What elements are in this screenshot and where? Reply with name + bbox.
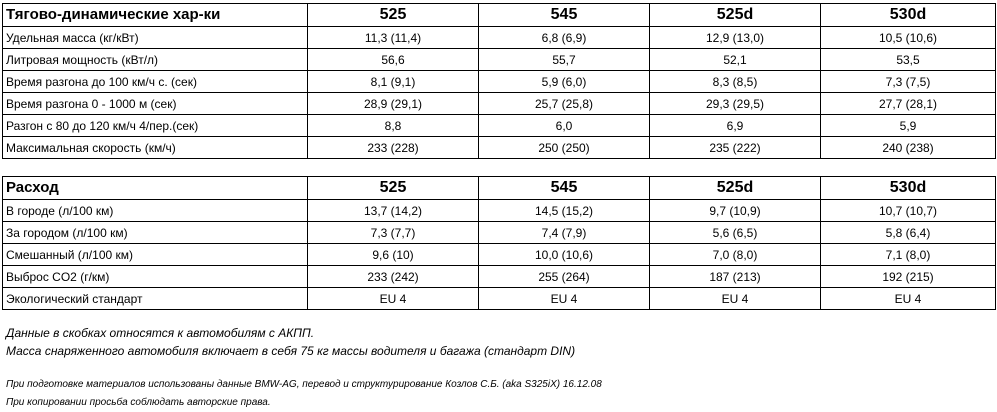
row-label: Разгон с 80 до 120 км/ч 4/пер.(сек) xyxy=(3,115,308,137)
cell-value: 8,3 (8,5) xyxy=(650,71,821,93)
cell-value: 7,3 (7,7) xyxy=(308,222,479,244)
cell-value: 9,7 (10,9) xyxy=(650,200,821,222)
cell-value: 11,3 (11,4) xyxy=(308,27,479,49)
cell-value: 5,9 (6,0) xyxy=(479,71,650,93)
cell-value: 6,0 xyxy=(479,115,650,137)
model-header: 525 xyxy=(308,4,479,27)
cell-value: 6,9 xyxy=(650,115,821,137)
cell-value: 53,5 xyxy=(821,49,996,71)
cell-value: 7,4 (7,9) xyxy=(479,222,650,244)
model-header: 525d xyxy=(650,177,821,200)
dynamics-table xyxy=(2,3,996,159)
cell-value: 55,7 xyxy=(479,49,650,71)
cell-value: 10,7 (10,7) xyxy=(821,200,996,222)
cell-value: 13,7 (14,2) xyxy=(308,200,479,222)
cell-value: 192 (215) xyxy=(821,266,996,288)
table-row xyxy=(3,115,996,137)
table-row xyxy=(3,27,996,49)
cell-value: 5,9 xyxy=(821,115,996,137)
row-label: Литровая мощность (кВт/л) xyxy=(3,49,308,71)
row-label: За городом (л/100 км) xyxy=(3,222,308,244)
cell-value: 10,0 (10,6) xyxy=(479,244,650,266)
table-row xyxy=(3,244,996,266)
cell-value: 25,7 (25,8) xyxy=(479,93,650,115)
cell-value: 8,8 xyxy=(308,115,479,137)
cell-value: 7,0 (8,0) xyxy=(650,244,821,266)
cell-value: 235 (222) xyxy=(650,137,821,159)
table-row xyxy=(3,266,996,288)
note-copyright: При копировании просьба соблюдать авторские права. xyxy=(6,397,271,408)
cell-value: 255 (264) xyxy=(479,266,650,288)
table-row xyxy=(3,93,996,115)
table-title: Расход xyxy=(3,177,308,200)
note-curb-weight: Масса снаряженного автомобиля включает в себя 75 кг массы водителя и багажа (стандарт DIN) xyxy=(6,344,576,358)
table-row xyxy=(3,49,996,71)
cell-value: 233 (242) xyxy=(308,266,479,288)
note-transmission: Данные в скобках относятся к автомобилям с АКПП. xyxy=(6,326,315,340)
consumption-table xyxy=(2,176,996,310)
cell-value: 7,1 (8,0) xyxy=(821,244,996,266)
cell-value: 14,5 (15,2) xyxy=(479,200,650,222)
cell-value: 187 (213) xyxy=(650,266,821,288)
cell-value: 7,3 (7,5) xyxy=(821,71,996,93)
cell-value: 29,3 (29,5) xyxy=(650,93,821,115)
table-row xyxy=(3,137,996,159)
credits xyxy=(6,376,602,412)
cell-value: EU 4 xyxy=(821,288,996,310)
note-source: При подготовке материалов использованы данные BMW-AG, перевод и структурирование Козлов С.Б. (aka S325iX) 16.12.08 xyxy=(6,379,602,390)
table-row xyxy=(3,222,996,244)
row-label: Максимальная скорость (км/ч) xyxy=(3,137,308,159)
table-header-row xyxy=(3,177,996,200)
cell-value: EU 4 xyxy=(308,288,479,310)
model-header: 525d xyxy=(650,4,821,27)
cell-value: 28,9 (29,1) xyxy=(308,93,479,115)
table-row xyxy=(3,200,996,222)
cell-value: 9,6 (10) xyxy=(308,244,479,266)
cell-value: 233 (228) xyxy=(308,137,479,159)
cell-value: EU 4 xyxy=(650,288,821,310)
cell-value: 8,1 (9,1) xyxy=(308,71,479,93)
row-label: Удельная масса (кг/кВт) xyxy=(3,27,308,49)
cell-value: 5,8 (6,4) xyxy=(821,222,996,244)
cell-value: 240 (238) xyxy=(821,137,996,159)
model-header: 545 xyxy=(479,4,650,27)
cell-value: 250 (250) xyxy=(479,137,650,159)
table-title: Тягово-динамические хар-ки xyxy=(3,4,308,27)
table-row xyxy=(3,71,996,93)
row-label: Время разгона до 100 км/ч с. (сек) xyxy=(3,71,308,93)
row-label: Выброс CO2 (г/км) xyxy=(3,266,308,288)
cell-value: EU 4 xyxy=(479,288,650,310)
row-label: Экологический стандарт xyxy=(3,288,308,310)
model-header: 530d xyxy=(821,4,996,27)
cell-value: 56,6 xyxy=(308,49,479,71)
row-label: В городе (л/100 км) xyxy=(3,200,308,222)
cell-value: 6,8 (6,9) xyxy=(479,27,650,49)
footnotes xyxy=(6,324,575,360)
model-header: 545 xyxy=(479,177,650,200)
row-label: Время разгона 0 - 1000 м (сек) xyxy=(3,93,308,115)
cell-value: 5,6 (6,5) xyxy=(650,222,821,244)
table-header-row xyxy=(3,4,996,27)
table-row xyxy=(3,288,996,310)
model-header: 525 xyxy=(308,177,479,200)
row-label: Смешанный (л/100 км) xyxy=(3,244,308,266)
cell-value: 27,7 (28,1) xyxy=(821,93,996,115)
model-header: 530d xyxy=(821,177,996,200)
cell-value: 10,5 (10,6) xyxy=(821,27,996,49)
cell-value: 12,9 (13,0) xyxy=(650,27,821,49)
cell-value: 52,1 xyxy=(650,49,821,71)
